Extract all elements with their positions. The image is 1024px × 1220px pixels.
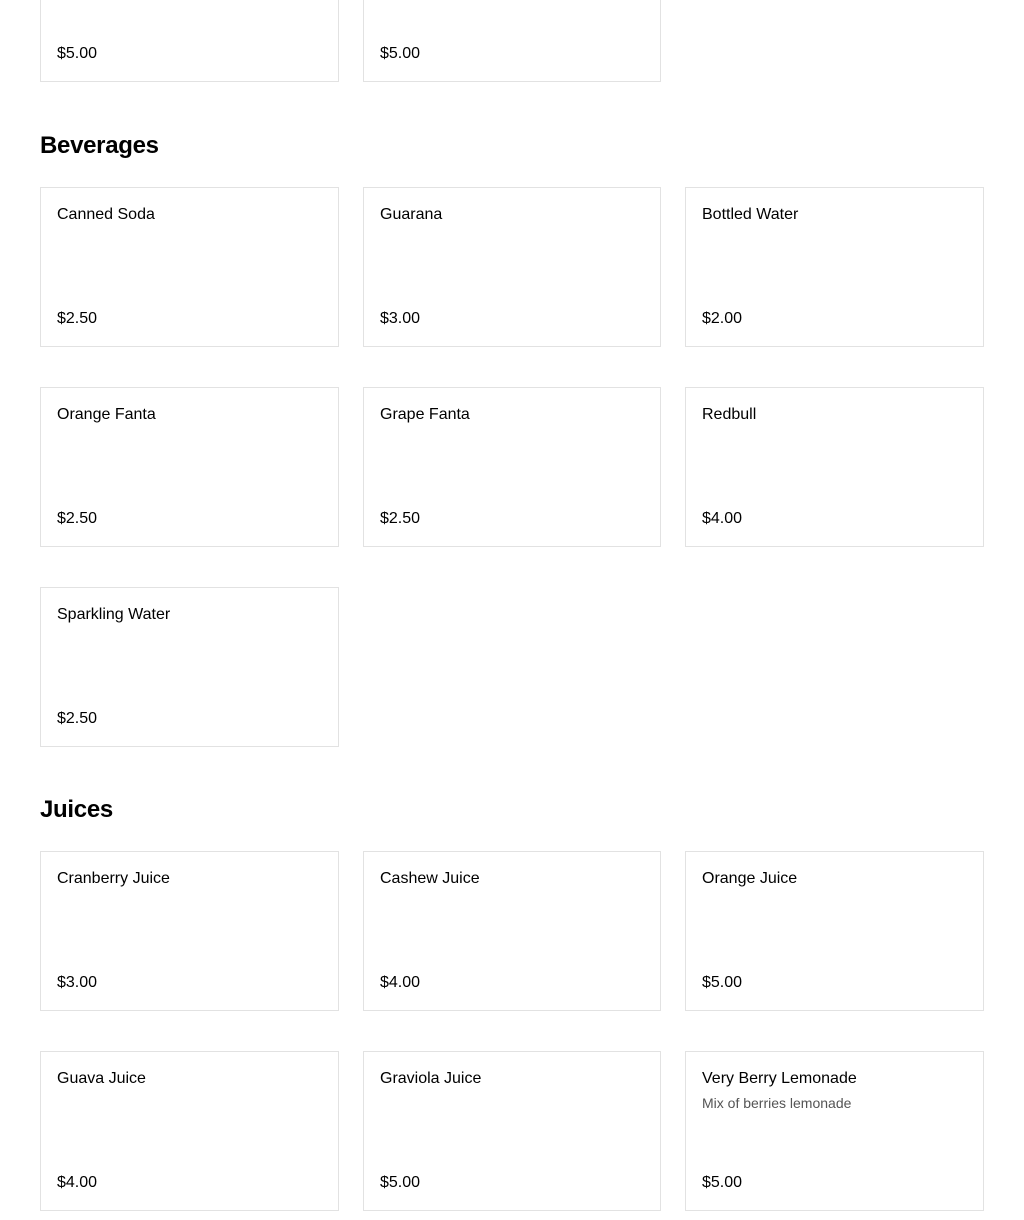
item-price: $5.00	[702, 1174, 743, 1191]
section-title-beverages: Beverages	[40, 132, 159, 159]
menu-item-card[interactable]	[363, 387, 661, 547]
item-name: Orange Juice	[702, 870, 798, 887]
item-price: $2.50	[57, 310, 98, 327]
item-price: $4.00	[380, 974, 421, 991]
item-name: Bottled Water	[702, 206, 799, 223]
menu-item-card[interactable]	[685, 187, 984, 347]
item-name: Grape Fanta	[380, 406, 470, 423]
item-name: Canned Soda	[57, 206, 155, 223]
menu-item-card[interactable]	[363, 1051, 661, 1211]
item-price: $5.00	[702, 974, 743, 991]
menu-item-card[interactable]	[40, 187, 339, 347]
item-price: $5.00	[380, 45, 421, 62]
menu-item-card[interactable]	[363, 0, 661, 82]
item-price: $2.50	[57, 710, 98, 727]
menu-item-card[interactable]	[40, 1051, 339, 1211]
section-title-juices: Juices	[40, 796, 113, 823]
item-price: $2.00	[702, 310, 743, 327]
item-price: $3.00	[57, 974, 98, 991]
menu-item-card[interactable]	[40, 851, 339, 1011]
item-name: Guava Juice	[57, 1070, 146, 1087]
item-name: Cashew Juice	[380, 870, 480, 887]
item-price: $4.00	[702, 510, 743, 527]
item-price: $3.00	[380, 310, 421, 327]
menu-item-card[interactable]	[40, 587, 339, 747]
item-price: $2.50	[57, 510, 98, 527]
menu-item-card[interactable]	[363, 187, 661, 347]
item-description: Mix of berries lemonade	[702, 1095, 852, 1111]
menu-item-card[interactable]	[685, 387, 984, 547]
item-name: Very Berry Lemonade	[702, 1070, 857, 1087]
item-name: Sparkling Water	[57, 606, 171, 623]
item-name: Orange Fanta	[57, 406, 156, 423]
menu-item-card[interactable]	[363, 851, 661, 1011]
item-price: $5.00	[380, 1174, 421, 1191]
item-name: Graviola Juice	[380, 1070, 482, 1087]
menu-item-card[interactable]	[685, 1051, 984, 1211]
menu-item-card[interactable]	[40, 0, 339, 82]
menu-item-card[interactable]	[685, 851, 984, 1011]
item-price: $2.50	[380, 510, 421, 527]
item-name: Cranberry Juice	[57, 870, 170, 887]
item-price: $5.00	[57, 45, 98, 62]
menu-item-card[interactable]	[40, 387, 339, 547]
item-name: Guarana	[380, 206, 443, 223]
item-name: Redbull	[702, 406, 757, 423]
item-price: $4.00	[57, 1174, 98, 1191]
